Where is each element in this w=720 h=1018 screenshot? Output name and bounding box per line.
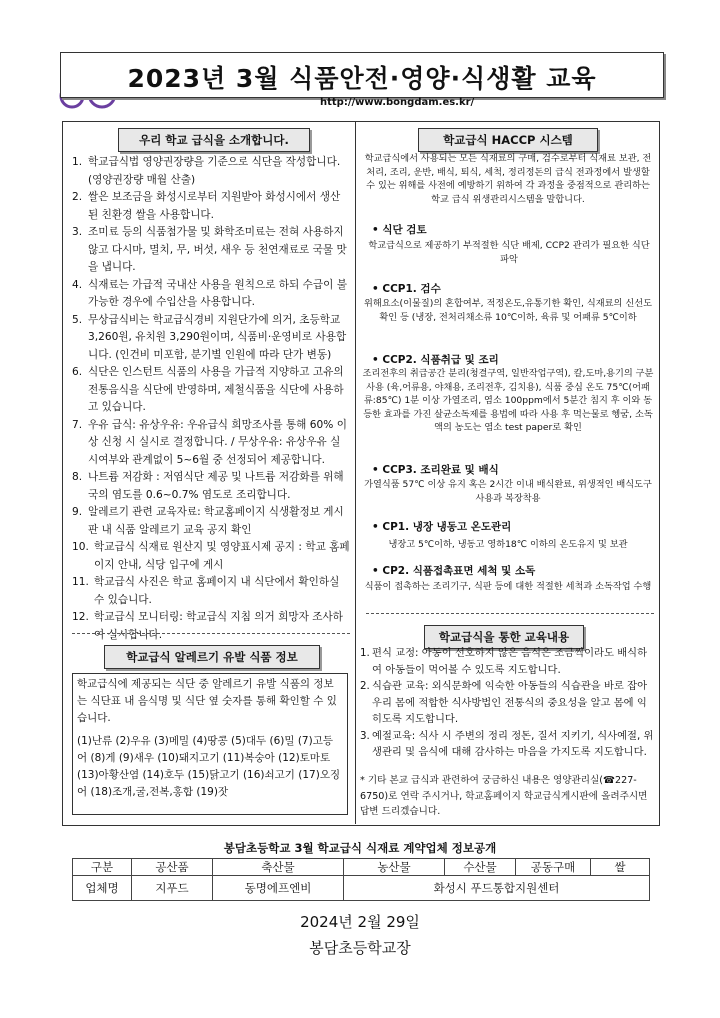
list-item-number: 3. xyxy=(72,226,83,238)
section-body: 식품이 접촉하는 조리기구, 식판 등에 대한 적절한 세척과 소독작업 수행 xyxy=(364,581,652,592)
list-item-number: 7. xyxy=(72,418,83,431)
list-item xyxy=(72,224,350,277)
list-item xyxy=(72,539,350,574)
list-item xyxy=(360,678,656,728)
table-cell: 화성시 푸드통합지원센터 xyxy=(344,876,650,901)
list-item xyxy=(360,728,656,761)
section-title: • CCP1. 검수 xyxy=(372,283,441,295)
table-header: 공산품 xyxy=(132,859,213,876)
section-title: • CCP3. 조리완료 및 배식 xyxy=(372,464,499,476)
supplier-table xyxy=(72,858,650,901)
table-header: 농산물 xyxy=(344,859,445,876)
list-item-text: 식단은 인스턴트 식품의 사용을 가급적 지양하고 고유의 전통음식을 식단에 반영하며, 제철식품을 식단에 사용하고 있습니다. xyxy=(88,366,344,413)
column-divider xyxy=(355,121,356,824)
list-item-text: 나트륨 저감화 : 저염식단 제공 및 나트륨 저감화를 위해 국의 염도를 0.6~0.7% 염도로 조리합니다. xyxy=(88,471,344,501)
title-box xyxy=(60,52,664,98)
list-item-number: 1. xyxy=(72,156,83,168)
list-item-text: 예절교육: 식사 시 주변의 정리 정돈, 질서 지키기, 식사예절, 위생관리 및 음식에 대해 감사하는 마음을 가지도록 지도합니다. xyxy=(372,729,654,758)
list-item-number: 12. xyxy=(72,611,89,623)
divider xyxy=(366,613,654,614)
section-body: 조리전후의 취급공간 분리(청결구역, 일반작업구역), 칼,도마,용기의 구분 사용 (육,어류용, 야채용, 조리전후, 김치용), 식품 중심 온도 75℃(어패류:85℃) 1분 이상 가열조리, 염소 100ppm에서 5분간 침지 후 이와 동등한 효과를 가진 살균소독제를 용법에 따라 사용 후 먹는물로 헹굼, 소독액의 농도는 염소 test paper로 확인 xyxy=(362,368,654,434)
table-header: 구분 xyxy=(73,859,132,876)
section-body: 학교급식으로 제공하기 부적절한 식단 배제, CCP2 관리가 필요한 식단파악 xyxy=(368,240,650,265)
list-item-text: 조미료 등의 식품첨가물 및 화학조미료는 전혀 사용하지 않고 다시마, 멸치, 무, 버섯, 새우 등 천연재료로 국물 맛을 냅니다. xyxy=(88,226,347,273)
divider xyxy=(72,633,350,634)
section-body: 냉장고 5℃이하, 냉동고 영하18℃ 이하의 온도유지 및 보관 xyxy=(388,539,628,550)
list-item-number: 10. xyxy=(72,541,89,553)
list-item-text: 식재료는 가급적 국내산 사용을 원칙으로 하되 수급이 불가능한 경우에 수입산을 사용합니다. xyxy=(88,278,347,308)
list-item-text: 식습관 교육: 외식문화에 익숙한 아동들의 식습관을 바로 잡아 우리 몸에 적합한 식사방법인 전통식의 중요성을 알고 몸에 익히도록 지도합니다. xyxy=(372,680,648,725)
list-item xyxy=(72,277,350,312)
list-item xyxy=(72,574,350,609)
table-header: 공동구매 xyxy=(516,859,591,876)
list-item xyxy=(72,609,350,644)
list-item xyxy=(72,312,350,365)
list-item-number: 9. xyxy=(72,506,83,518)
haccp-heading: 학교급식 HACCP 시스템 xyxy=(418,128,598,152)
allergy-intro: 학교급식에 제공되는 식단 중 알레르기 유발 식품의 정보는 식단표 내 음식명 및 식단 옆 숫자를 통해 확인할 수 있습니다. xyxy=(77,678,337,724)
allergy-heading: 학교급식 알레르기 유발 식품 정보 xyxy=(104,645,320,669)
table-header: 수산물 xyxy=(445,859,516,876)
supplier-title: 봉담초등학교 3월 학교급식 식재료 계약업체 정보공개 xyxy=(223,841,497,855)
edu-heading: 학교급식을 통한 교육내용 xyxy=(424,625,584,649)
list-item xyxy=(72,154,350,189)
allergy-list: (1)난류 (2)우유 (3)메밀 (4)땅콩 (5)대두 (6)밀 (7)고등어 (8)게 (9)새우 (10)돼지고기 (11)복숭아 (12)토마토 (13)아황산염 (14)호두 (15)닭고기 (16)쇠고기 (17)오징어 (18)조개,굴,전복,홍합 (19)잣 xyxy=(77,735,341,798)
list-item-text: 학교급식 사진은 학교 홈페이지 내 식단에서 확인하실 수 있습니다. xyxy=(94,576,340,606)
section-title: • CCP2. 식품취급 및 조리 xyxy=(372,354,499,366)
list-item-number: 5. xyxy=(72,313,83,326)
list-item-text: 무상급식비는 학교급식경비 지원단가에 의거, 초등학교 3,260원, 유치원 3,290원이며, 식품비·운영비로 사용합니다. (인건비 미포함, 분기별 인원에 따라 단가 변동) xyxy=(88,313,347,361)
list-item-text: 우유 급식: 유상우유: 우유급식 희망조사를 통해 60% 이상 신청 시 실시로 결정합니다. / 무상우유: 유상우유 실시여부와 관계없이 5~6월 중 선정되어 제공합니다. xyxy=(88,418,347,466)
list-item-text: 학교급식 식재료 원산지 및 영양표시제 공지 : 학교 홈페이지 안내, 식당 입구에 게시 xyxy=(94,541,350,571)
section-body: 가열식품 57℃ 이상 유지 혹은 2시간 이내 배식완료, 위생적인 배식도구 사용과 복장착용 xyxy=(364,479,652,504)
list-item-number: 8. xyxy=(72,471,83,483)
list-item xyxy=(72,469,350,504)
table-header: 축산물 xyxy=(213,859,344,876)
list-item-number: 6. xyxy=(72,366,83,378)
list-item xyxy=(72,504,350,539)
list-item-text: 쌀은 보조금을 화성시로부터 지원받아 화성시에서 생산된 친환경 쌀을 사용합니다. xyxy=(88,191,341,221)
list-item xyxy=(72,189,350,224)
table-header: 쌀 xyxy=(591,859,650,876)
list-item-number: 2. xyxy=(72,191,83,203)
list-item-number: 11. xyxy=(72,576,89,588)
allergy-box xyxy=(72,673,348,815)
section-body: 위해요소(이물질)의 혼합여부, 적정온도,유통기한 확인, 식재료의 신선도 확인 등 (냉장, 전처리채소류 10℃이하, 육류 및 어패류 5℃이하 xyxy=(364,298,652,323)
intro-heading: 우리 학교 급식을 소개합니다. xyxy=(118,128,310,152)
section-title: • CP1. 냉장 냉동고 온도관리 xyxy=(372,521,512,533)
list-item-number: 1. xyxy=(360,647,370,659)
section-title: • 식단 검토 xyxy=(372,224,427,236)
haccp-intro: 학교급식에서 사용되는 모든 식재료의 구매, 검수로부터 식재료 보관, 전처리, 조리, 운반, 배식, 퇴식, 세척, 정리정돈의 급식 전과정에서 발생할 수 있는 위해를 사전에 예방하기 위하여 각 과정을 중점적으로 관리하는 학교 급식 위생관리시스템을 말합니다. xyxy=(364,153,652,205)
intro-list xyxy=(72,154,350,644)
table-row-label: 업체명 xyxy=(73,876,132,901)
school-url[interactable]: http://www.bongdam.es.kr/ xyxy=(320,97,475,108)
contact-note: * 기타 본교 급식과 관련하여 궁금하신 내용은 영양관리실(☎227-6750)로 연락 주시거나, 학교홈페이지 학교급식게시판에 올려주시면 답변 드리겠습니다. xyxy=(360,775,648,817)
list-item xyxy=(72,417,350,470)
page-title: 2023년 3월 식품안전·영양·식생활 교육 xyxy=(127,64,597,93)
school-principal: 봉담초등학교장 xyxy=(309,939,411,957)
list-item-text: 알레르기 관련 교육자료: 학교홈페이지 식생활정보 게시판 내 식품 알레르기 교육 공지 확인 xyxy=(88,506,344,536)
list-item xyxy=(72,364,350,417)
list-item-number: 4. xyxy=(72,278,83,291)
list-item-number: 3. xyxy=(360,729,370,742)
list-item-text: 편식 교정: 아동이 선호하지 않은 음식은 조금씩이라도 배식하여 아동들이 먹어볼 수 있도록 지도합니다. xyxy=(372,647,648,676)
list-item-text: 학교급식 모니터링: 학교급식 지침 의거 희망자 조사하여 실시합니다. xyxy=(94,611,343,641)
list-item-text: 학교급식법 영양권장량을 기준으로 식단을 작성합니다. (영양권장량 매월 산출) xyxy=(88,156,341,186)
edu-list xyxy=(360,645,656,761)
table-cell: 지푸드 xyxy=(132,876,213,901)
list-item xyxy=(360,645,656,678)
section-title: • CP2. 식품접촉표면 세척 및 소독 xyxy=(372,565,536,577)
table-cell: 동명에프엔비 xyxy=(213,876,344,901)
issue-date: 2024년 2월 29일 xyxy=(300,913,420,931)
list-item-number: 2. xyxy=(360,680,370,692)
